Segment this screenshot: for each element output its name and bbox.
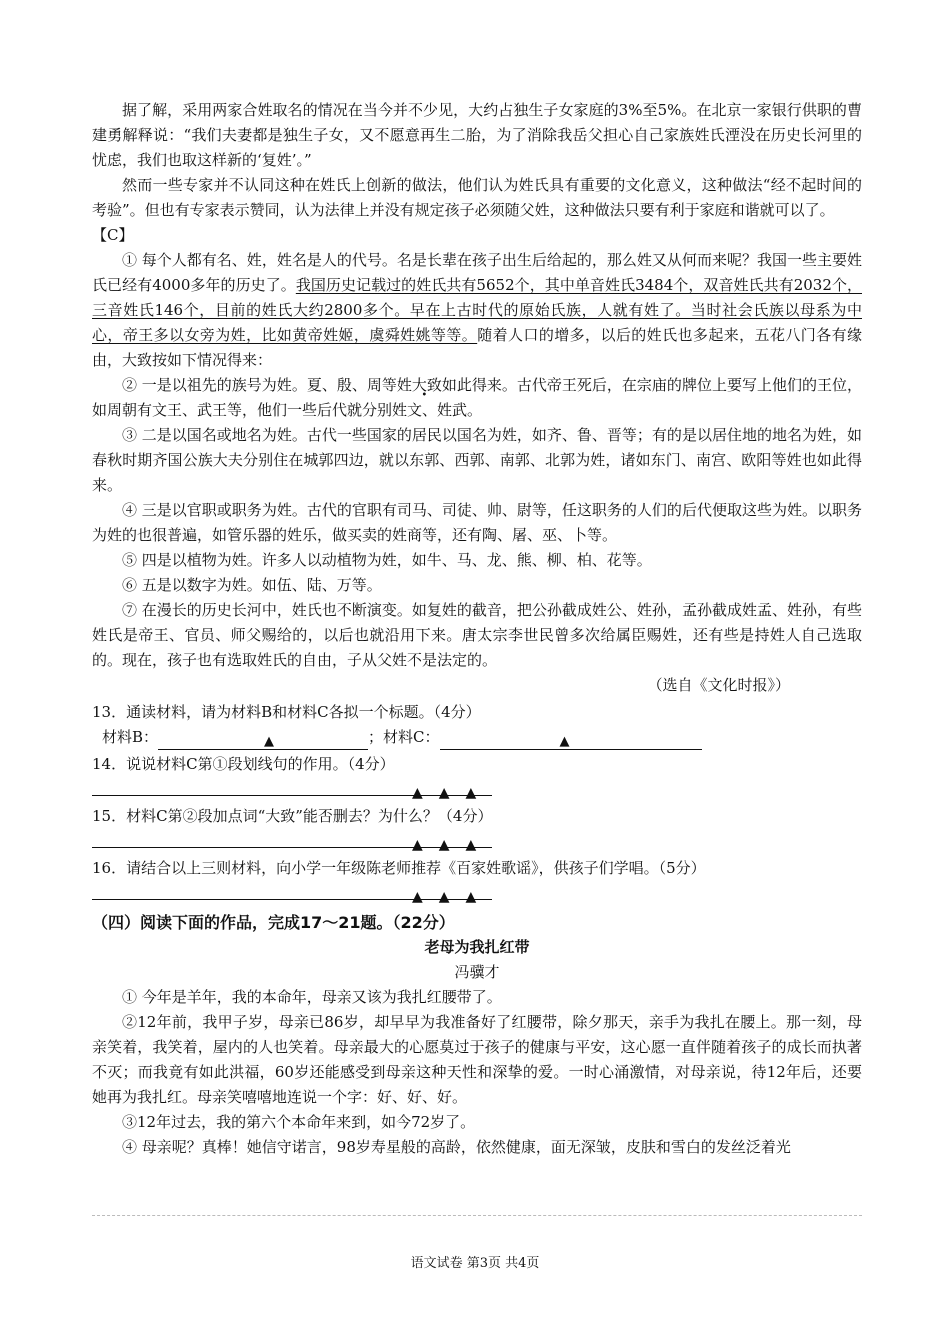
underlined-sentence: 我国历史记载过的姓氏共有5652个，其中单音姓氏3484个，双音姓氏共有2032个，三音姓氏146个，目前的姓氏大约2800多个。早在上古时代的原始氏族，人就有姓了。当时社会氏族以母系为中心，帝王多以女旁为姓，比如黄帝姓姬，虞舜姓姚等等。 <box>92 276 862 344</box>
answer-marker-icon: ▲▲▲ <box>412 837 493 853</box>
material-c-paragraph-2 <box>92 373 862 423</box>
section-4-heading: （四）阅读下面的作品，完成17～21题。（22分） <box>92 913 455 932</box>
answer-marker-icon: ▲▲▲ <box>412 889 493 905</box>
material-c-paragraph-7: ⑦ 在漫长的历史长河中，姓氏也不断演变。如复姓的截音，把公孙截成姓公、姓孙，孟孙截成姓孟、姓孙，有些姓氏是帝王、官员、师父赐给的，以后也就沿用下来。唐太宗李世民曾多次给属臣赐姓，还有些是持姓人自己选取的。现在，孩子也有选取姓氏的自由，子从父姓不是法定的。 <box>92 601 862 669</box>
p2-part-a: ② 一是以祖先的族号为姓。夏、殷、周等姓 <box>122 376 412 394</box>
material-b-paragraph-1: 据了解，采用两家合姓取名的情况在当今并不少见，大约占独生子女家庭的3%至5%。在北京一家银行供职的曹建勇解释说：“我们夫妻都是独生子女，又不愿意再生二胎，为了消除我岳父担心自己家族姓氏湮没在历史长河里的忧虑，我们也取这样新的‘复姓’。” <box>92 101 862 169</box>
q14-answer-line[interactable] <box>92 777 862 802</box>
p1-start: ① 每个人都有名、姓，姓名是人的代号。名是长辈在孩子出生后给起的，那么姓又从何而来呢？我国一些主要姓氏已经有4000多年的历史了。 <box>92 251 862 294</box>
q13-c-blank[interactable] <box>440 731 702 750</box>
material-c-paragraph-3: ③ 二是以国名或地名为姓。古代一些国家的居民以国名为姓，如齐、鲁、晋等；有的是以居住地的地名为姓，如春秋时期齐国公族大夫分别住在城郭四边，就以东郭、西郭、南郭、北郭为姓，诸如东门、南宫、欧阳等姓也如此得来。 <box>92 426 862 494</box>
answer-marker-icon: ▲ <box>264 734 289 749</box>
question-15: 15．材料C第②段加点词“大致”能否删去？为什么？（4分） <box>92 807 493 825</box>
q13-answer-row <box>92 725 862 750</box>
material-c-tag: 【C】 <box>92 226 134 244</box>
footer-divider <box>92 1215 862 1216</box>
article-paragraph-3: ③12年过去，我的第六个本命年来到，如今72岁了。 <box>122 1113 476 1131</box>
article-author: 冯骥才 <box>454 963 500 981</box>
q13-c-label: ；材料C： <box>368 728 440 746</box>
q16-answer-line[interactable] <box>92 881 862 906</box>
material-c-paragraph-1 <box>92 248 862 373</box>
material-c-paragraph-5: ⑤ 四是以植物为姓。许多人以动植物为姓，如牛、马、龙、熊、柳、柏、花等。 <box>122 551 652 569</box>
article-paragraph-1: ① 今年是羊年，我的本命年，母亲又该为我扎红腰带了。 <box>122 988 502 1006</box>
dotted-word-dazhi <box>412 376 442 394</box>
question-16: 16．请结合以上三则材料，向小学一年级陈老师推荐《百家姓歌谣》，供孩子们学唱。（5分） <box>92 859 706 877</box>
source-citation: （选自《文化时报》） <box>647 676 790 694</box>
q13-b-blank[interactable] <box>158 731 368 750</box>
material-c-paragraph-4: ④ 三是以官职或职务为姓。古代的官职有司马、司徒、帅、尉等，任这职务的人们的后代便取这些为姓。以职务为姓的也很普遍，如管乐器的姓乐，做买卖的姓商等，还有陶、屠、巫、卜等。 <box>92 501 862 544</box>
answer-marker-icon: ▲ <box>559 734 584 749</box>
answer-marker-icon: ▲▲▲ <box>412 785 493 801</box>
q15-answer-line[interactable] <box>92 829 862 854</box>
article-paragraph-2: ②12年前，我甲子岁，母亲已86岁，却早早为我准备好了红腰带，除夕那天，亲手为我扎在腰上。那一刻，母亲笑着，我笑着，屋内的人也笑着。母亲最大的心愿莫过于孩子的健康与平安，这心愿一直伴随着孩子的成长而执著不灭；而我竟有如此洪福，60岁还能感受到母亲这种天性和深挚的爱。一时心涌激情，对母亲说，待12年后，还要她再为我扎红。母亲笑嘻嘻地连说一个字：好、好、好。 <box>92 1013 862 1106</box>
question-14: 14．说说材料C第①段划线句的作用。（4分） <box>92 755 395 773</box>
article-title: 老母为我扎红带 <box>424 938 530 956</box>
article-paragraph-4: ④ 母亲呢？真棒！她信守诺言，98岁寿星般的高龄，依然健康，面无深皱，皮肤和雪白的发丝泛着光 <box>122 1138 791 1156</box>
p2-part-b: 如此得来。古代帝王死后，在宗庙的牌位上要写上他们的王位，如周朝有文王、武王等，他们一些后代就分别姓文、姓武。 <box>92 376 862 419</box>
exam-page <box>92 98 862 1160</box>
material-b-paragraph-2: 然而一些专家并不认同这种在姓氏上创新的做法，他们认为姓氏具有重要的文化意义，这种做法“经不起时间的考验”。但也有专家表示赞同，认为法律上并没有规定孩子必须随父姓，这种做法只要有利于家庭和谐就可以了。 <box>92 176 862 219</box>
dotted-word-text: 大致 <box>411 376 442 394</box>
p1-end: 随着人口的增多，以后的姓氏也多起来，五花八门各有缘由，大致按如下情况得来： <box>92 326 862 369</box>
q13-b-label: 材料B： <box>102 728 159 746</box>
question-13: 13．通读材料，请为材料B和材料C各拟一个标题。（4分） <box>92 703 481 721</box>
material-c-paragraph-6: ⑥ 五是以数字为姓。如伍、陆、万等。 <box>122 576 382 594</box>
page-footer: 语文试卷 第3页 共4页 <box>410 1256 540 1271</box>
